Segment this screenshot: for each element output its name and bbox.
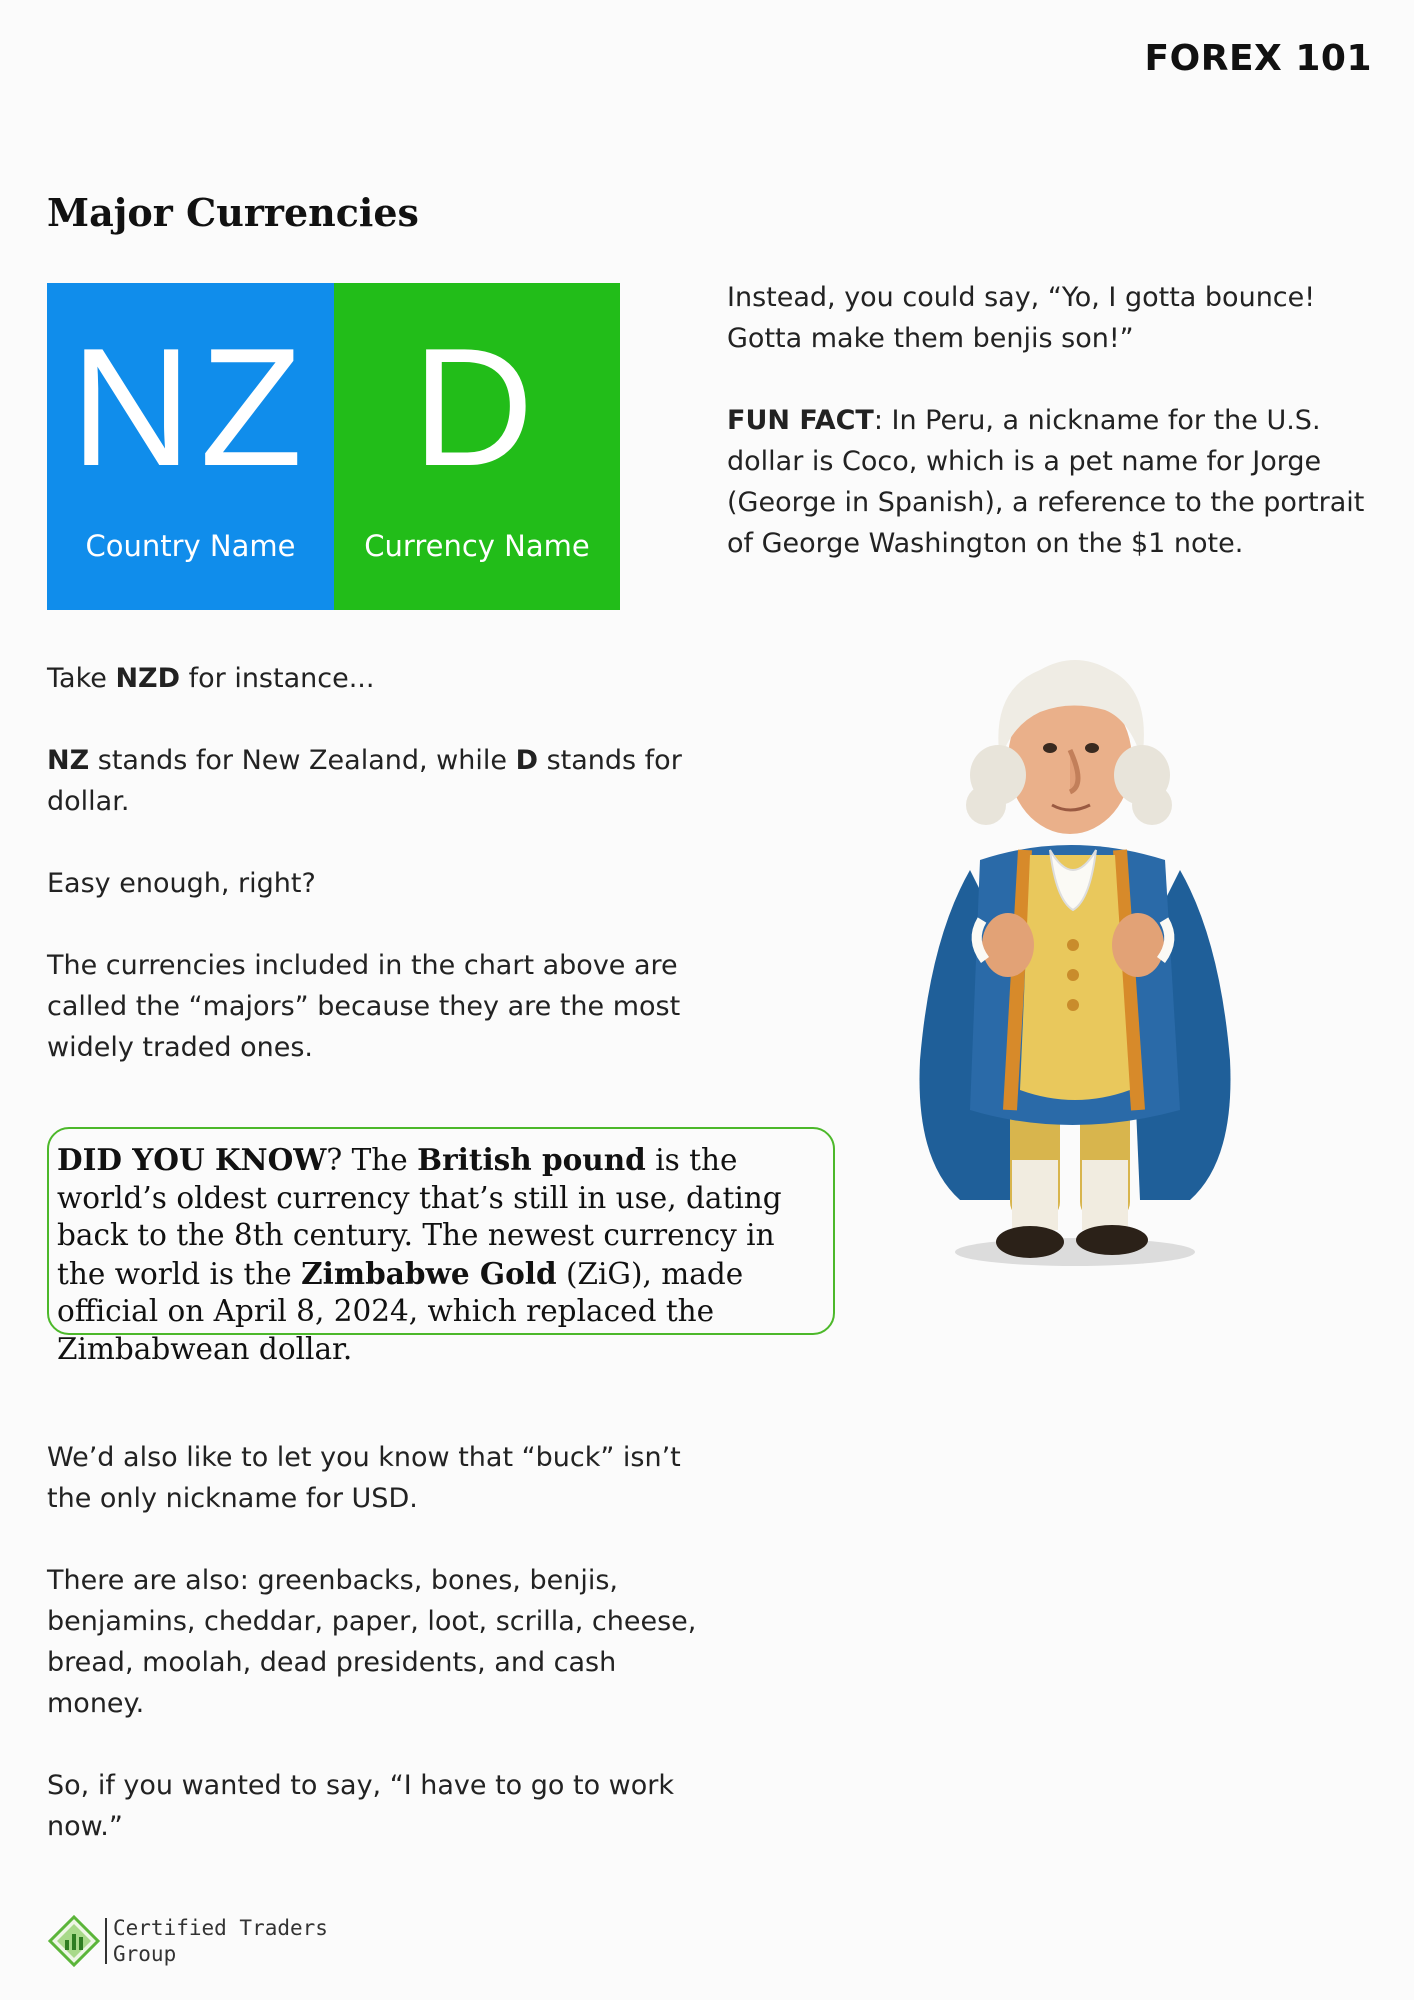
paragraph-nzd-meaning: NZ stands for New Zealand, while D stands for dollar. [47, 745, 682, 817]
footer-divider [105, 1918, 107, 1964]
footer-brand-name: Certified Traders Group [113, 1916, 328, 1966]
left-text-lower [47, 1437, 697, 1888]
paragraph-bounce-quote: Instead, you could say, “Yo, I gotta bounce! Gotta make them benjis son!” [727, 282, 1316, 354]
callout-zig: Zimbabwe Gold [301, 1255, 557, 1291]
paragraph-buck: We’d also like to let you know that “buck” isn’t the only nickname for USD. [47, 1442, 681, 1514]
did-you-know-callout: DID YOU KNOW? The British pound is the world’s oldest currency that’s still in use, dating back to the 8th century. The newest currency in the world is the Zimbabwe Gold (ZiG), made official on April 8, 2024, which replaced the Zimbabwean dollar. [47, 1127, 835, 1335]
currency-code-caption: Currency Name [364, 529, 590, 563]
country-code-caption: Country Name [85, 529, 296, 563]
currency-code-box [334, 283, 620, 610]
callout-lead: DID YOU KNOW [57, 1142, 327, 1177]
paragraph-go-to-work: So, if you wanted to say, “I have to go to work now.” [47, 1770, 675, 1842]
paragraph-fun-fact: FUN FACT: In Peru, a nickname for the U.S. dollar is Coco, which is a pet name for Jorge (George in Spanish), a reference to the portrait of George Washington on the $1 note. [727, 405, 1365, 559]
right-text [727, 277, 1387, 605]
left-text-upper [47, 658, 697, 1109]
paragraph-nzd-intro: Take NZD for instance... [47, 663, 375, 694]
paragraph-nicknames: There are also: greenbacks, bones, benjis, benjamins, cheddar, paper, loot, scrilla, cheese, bread, moolah, dead presidents, and cash money. [47, 1565, 697, 1719]
currency-code-panel [47, 283, 620, 610]
country-code-box [47, 283, 334, 610]
currency-code-letters: D [412, 313, 542, 501]
page-header-title: FOREX 101 [1144, 38, 1372, 79]
paragraph-majors: The currencies included in the chart above are called the “majors” because they are the most widely traded ones. [47, 950, 681, 1063]
country-code-letters: NZ [70, 313, 311, 501]
section-title: Major Currencies [47, 190, 419, 235]
george-washington-illustration [890, 640, 1250, 1290]
certified-traders-logo-icon [47, 1914, 101, 1968]
fun-fact-label: FUN FACT [727, 405, 874, 436]
callout-pound: British pound [417, 1142, 646, 1177]
footer-brand [47, 1914, 328, 1968]
paragraph-easy: Easy enough, right? [47, 868, 316, 899]
